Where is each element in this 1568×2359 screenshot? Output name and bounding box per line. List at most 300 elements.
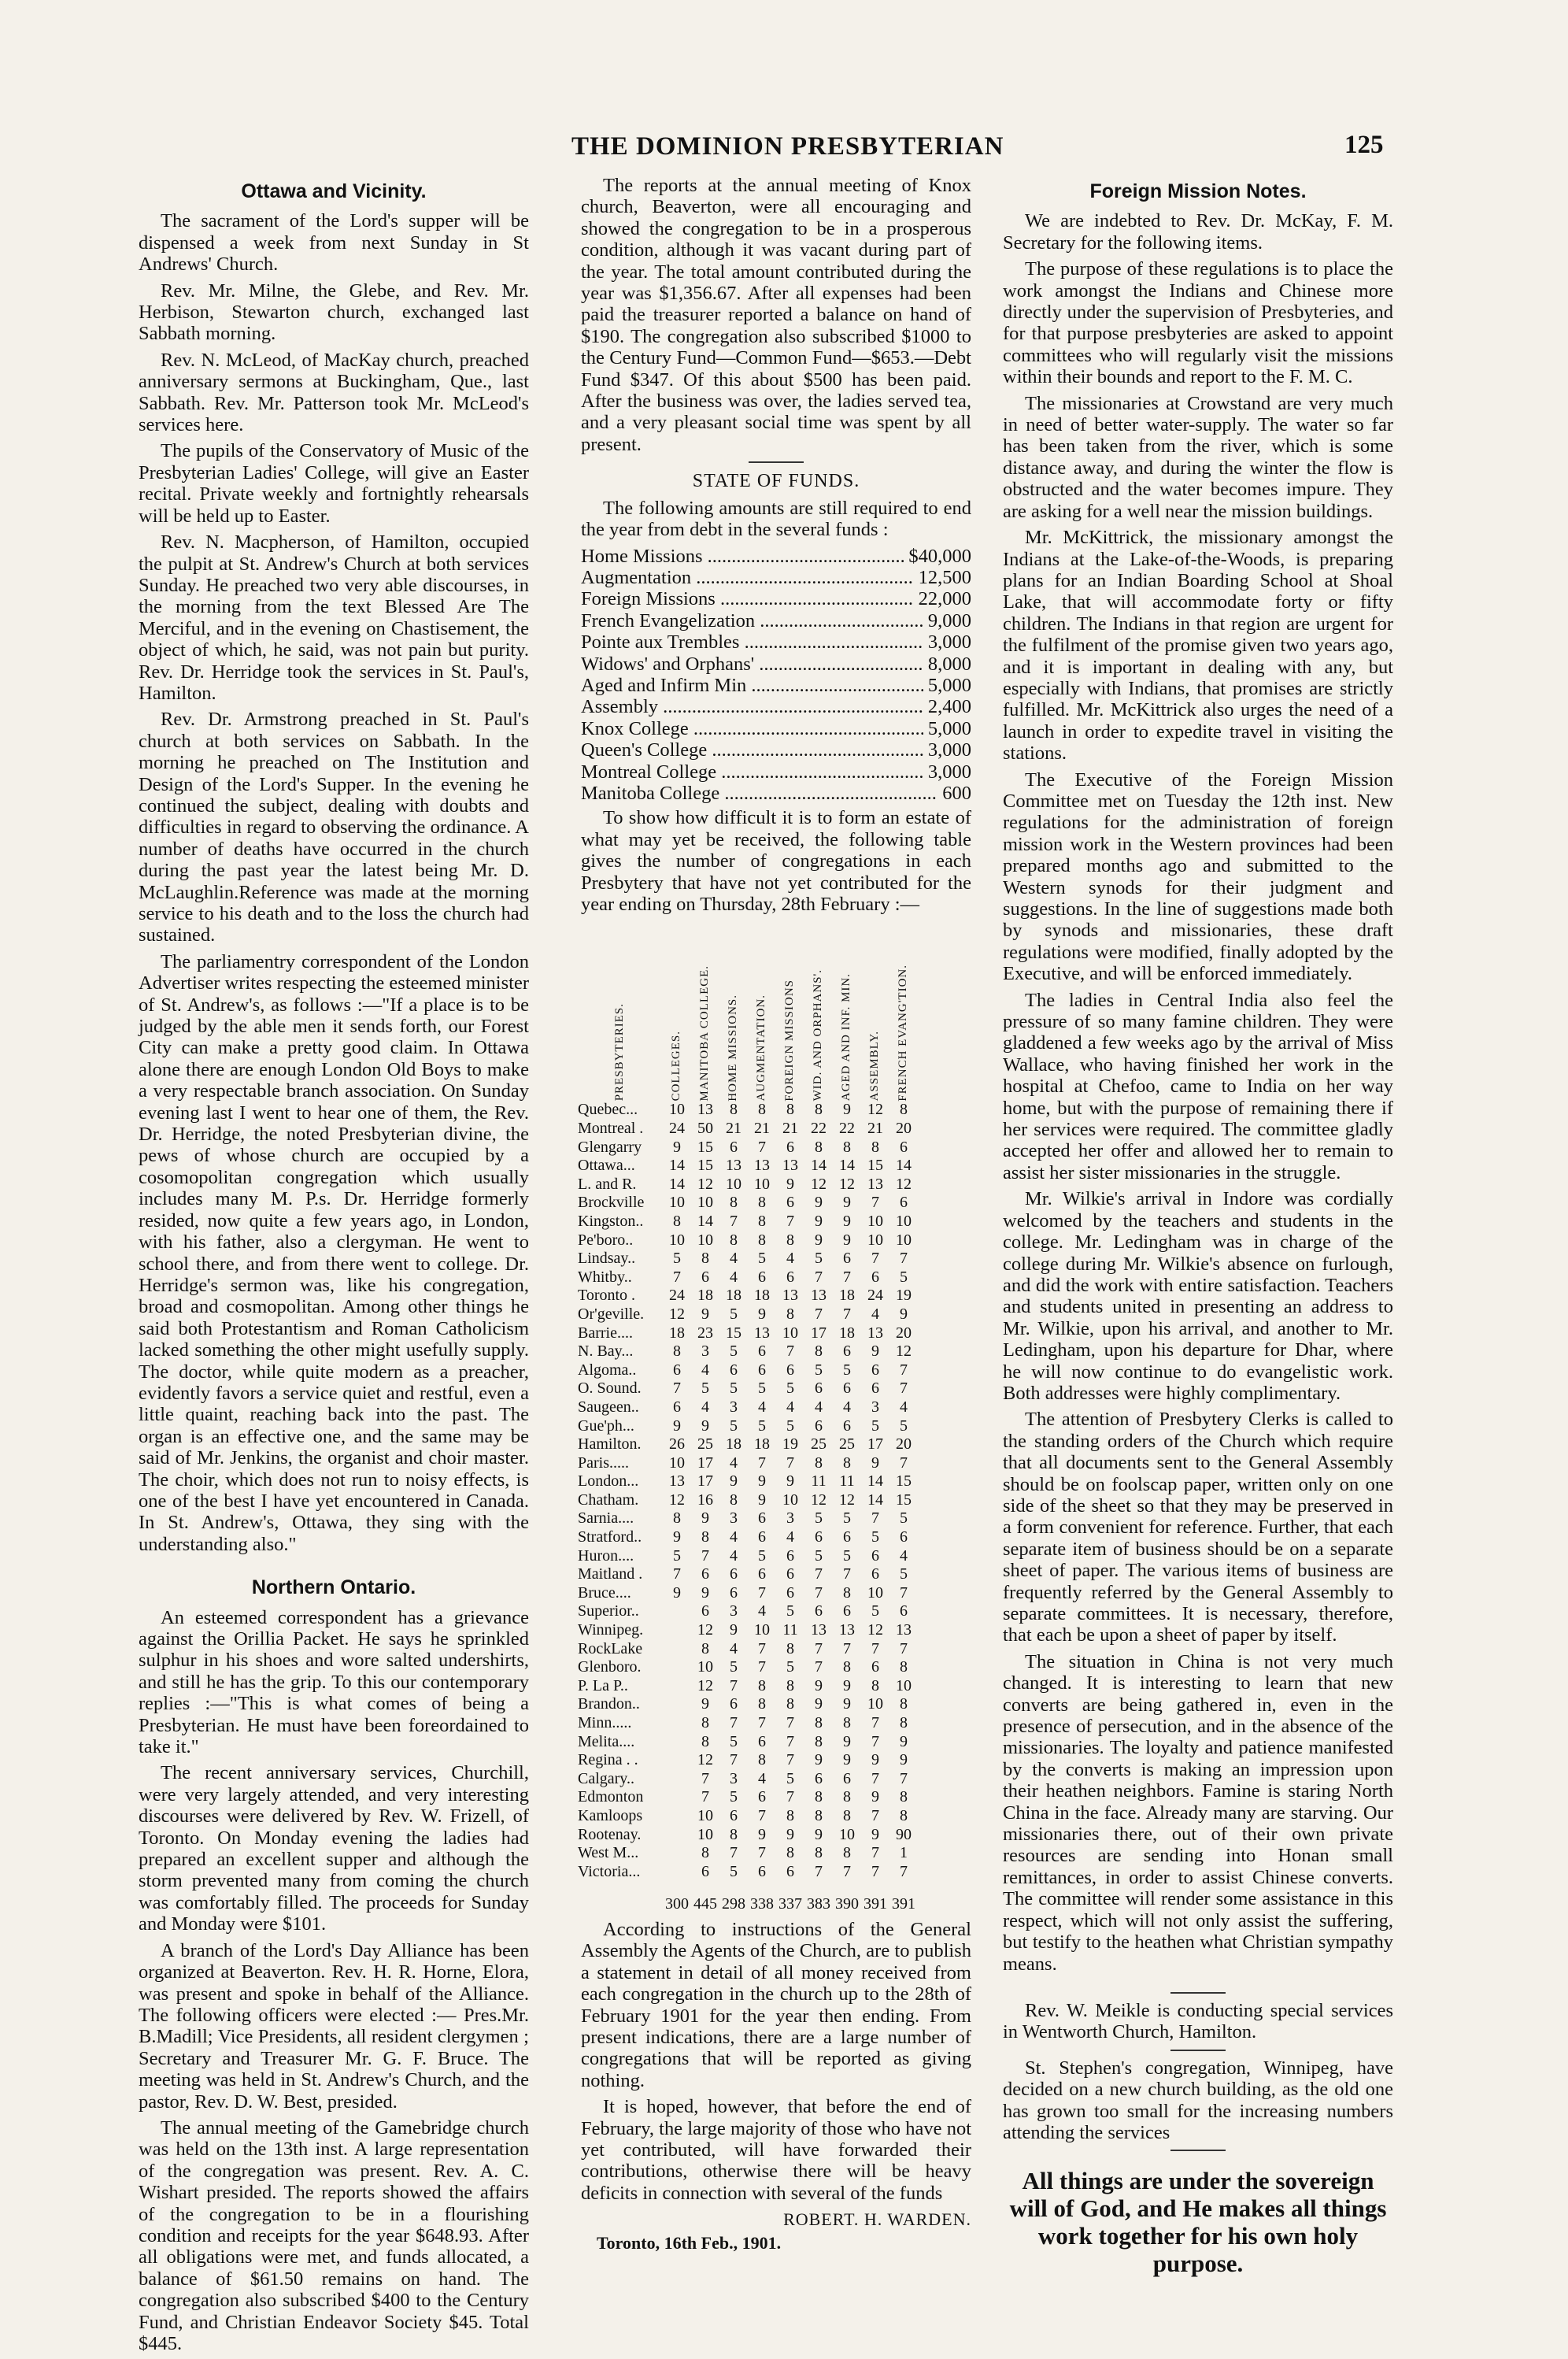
ottawa-paragraph: Rev. Dr. Armstrong preached in St. Paul's church at both services on Sabbath. In the morning he preached on The Institution and Design of the Lord's Supper. In the evening he continued the subject, dealing with doubts and difficulties in regard to observing the ordinance. A number of deaths have occurred in the church during the past year the latest being Mr. D. McLaughlin.Reference was made at the morning service to his death and to the loss the church had sustained. [139, 709, 529, 946]
table-cell: 5 [673, 1546, 681, 1565]
fund-item [581, 567, 971, 588]
table-cell: 9 [758, 1305, 766, 1323]
table-cell: 18 [754, 1435, 770, 1454]
table-cell: 20 [896, 1324, 912, 1342]
table-cell: 15 [726, 1324, 741, 1342]
table-cell: 9 [701, 1695, 709, 1713]
table-cell: 13 [867, 1175, 883, 1193]
table-cell: 12 [811, 1175, 827, 1193]
masthead-title: THE DOMINION PRESBYTERIAN [571, 132, 1004, 161]
table-cell: 8 [673, 1212, 681, 1230]
table-cell: 5 [871, 1417, 879, 1435]
table-cell: 10 [839, 1825, 855, 1843]
table-cell: 6 [758, 1342, 766, 1361]
table-cell: 10 [726, 1175, 741, 1193]
table-cell: 18 [669, 1324, 685, 1342]
fund-name: French Evangelization ..... [581, 610, 923, 631]
table-cell: 13 [811, 1621, 827, 1639]
fund-amount: 3,000 [927, 631, 971, 654]
presbytery-name: L. and R. [578, 1175, 637, 1193]
table-cell: 10 [867, 1212, 883, 1230]
presbytery-name: Hamilton. [578, 1435, 642, 1454]
table-cell: 21 [754, 1120, 770, 1137]
presbytery-name: O. Sound. [578, 1379, 642, 1398]
fund-name: Knox College ..... [581, 718, 923, 739]
table-cell: 20 [896, 1435, 912, 1454]
table-cell: 9 [815, 1676, 823, 1694]
column-header-label: AGED AND INF. MIN. [840, 973, 853, 1102]
table-row [578, 1528, 918, 1547]
table-cell: 7 [786, 1751, 794, 1769]
table-cell: 8 [786, 1305, 794, 1323]
table-cell: 6 [786, 1862, 794, 1880]
column-header-label: FOREIGN MISSIONS [783, 979, 797, 1102]
table-cell: 15 [697, 1157, 713, 1175]
table-cell: 4 [730, 1250, 738, 1268]
table-row [578, 1621, 918, 1640]
table-cell: 8 [758, 1212, 766, 1230]
table-cell: 15 [896, 1472, 912, 1491]
fund-item [581, 696, 971, 717]
northern-paragraph: The annual meeting of the Gamebridge church was held on the 13th inst. A large representation of the congregation was present. Rev. A. C. Wishart presided. The reports showed the affairs of the congregation to be in a flourishing condition and receipts for the year $648.93. After all obligations were met, and funds allocated, a balance of $61.50 remains on hand. The congregation also subscribed $400 to the Century Fund, and Christian Endeavor Society $45. Total $445. [139, 2116, 529, 2354]
table-cell: 10 [697, 1825, 713, 1843]
table-cell: 12 [839, 1175, 855, 1193]
table-cell: 7 [786, 1714, 794, 1731]
table-cell: 14 [867, 1472, 883, 1491]
column-header-label: ASSEMBLY. [868, 1031, 882, 1102]
table-cell: 6 [871, 1565, 879, 1583]
presbytery-name: Calgary.. [578, 1769, 635, 1787]
table-cell: 9 [900, 1751, 908, 1769]
table-cell: 9 [871, 1788, 879, 1806]
ottawa-paragraph: The parliamentry correspondent of the London Advertiser writes respecting the esteemed minister of St. Andrew's, as follows :—"If a place is to be judged by the able men it sends forth, our Forest City can make a pretty good claim. In Ottawa alone there are enough London Old Boys to make a very respectable branch association. On Sunday evening last I went to hear one of them, the Rev. Dr. Herridge, the noted Presbyterian divine, the pews of whose church are occupied by a cosomopolitan congregation which usually includes many M. P.s. Dr. Herridge formerly resided, now quite a few years ago, in London, with his father, also a clergyman. He went to school there, and from there went to college. Dr. Herridge's sermon was, like his congregation, broad and cosmopolitan. Among other things he said both Protestantism and Roman Catholicism lacked something the other might usefully supply. The doctor, while quite modern as a preacher, evidently favors a service quiet and restful, even a little quaint, reaching back into the past. The organ is an effective one, and the same may be said of Mr. Jenkins, the organist and choir master. The choir, which does not run to noisy effects, is one of the best I have yet encountered in Canada. In St. Andrew's, Ottawa, they sing with the understanding also." [139, 950, 529, 1555]
table-header-row [578, 920, 918, 1101]
table-cell: 6 [815, 1769, 823, 1787]
table-cell: 7 [730, 1714, 738, 1731]
table-cell: 19 [782, 1435, 798, 1454]
fund-item [581, 610, 971, 631]
table-cell: 7 [900, 1379, 908, 1398]
mission-paragraph: The attention of Presbytery Clerks is called to the standing orders of the Church which require that all documents sent to the General Assembly should be on foolscap paper, written only on one side of the sheet so that they may be preserved in a form convenient for reference. Further, that each separate item of business should be on a separate sheet of paper. The various items of business are frequently referred by the General Assembly to separate committees. It is necessary, therefore, that each be upon a sheet of paper by itself. [1003, 1409, 1393, 1646]
presbytery-name: Chatham. [578, 1491, 639, 1509]
table-cell: 8 [758, 1194, 766, 1212]
table-column-header [861, 920, 889, 1101]
table-column-header [748, 920, 776, 1101]
table-cell: 7 [871, 1862, 879, 1880]
table-cell: 7 [786, 1454, 794, 1472]
table-cell: 9 [815, 1194, 823, 1212]
table-cell: 14 [867, 1491, 883, 1509]
table-cell: 6 [758, 1528, 766, 1546]
table-row [578, 1863, 918, 1882]
table-cell: 6 [786, 1565, 794, 1583]
table-cell: 1 [900, 1844, 908, 1862]
table-cell: 12 [669, 1491, 685, 1509]
table-cell: 7 [871, 1250, 879, 1268]
table-cell: 8 [730, 1194, 738, 1212]
fund-item [581, 761, 971, 783]
table-cell: 5 [900, 1268, 908, 1286]
table-cell: 6 [786, 1138, 794, 1156]
table-cell: 8 [843, 1714, 851, 1731]
table-cell: 7 [900, 1583, 908, 1602]
ottawa-heading: Ottawa and Vicinity. [241, 180, 427, 202]
table-cell: 8 [843, 1658, 851, 1676]
table-cell: 9 [730, 1472, 738, 1491]
table-row [578, 1139, 918, 1157]
table-cell: 8 [815, 1788, 823, 1806]
table-cell: 22 [811, 1120, 827, 1137]
presbytery-name: Glengarry [578, 1138, 642, 1156]
table-cell: 10 [669, 1101, 685, 1119]
table-cell: 6 [673, 1398, 681, 1416]
table-cell: 12 [697, 1621, 713, 1639]
table-cell: 13 [726, 1157, 741, 1175]
presbytery-name: Ottawa... [578, 1157, 635, 1175]
table-row [578, 1101, 918, 1120]
table-cell: 4 [758, 1769, 766, 1787]
table-cell: 7 [871, 1194, 879, 1212]
table-cell: 18 [726, 1287, 741, 1305]
table-cell: 8 [701, 1714, 709, 1731]
table-cell [663, 1602, 691, 1621]
table-cell: 13 [811, 1287, 827, 1305]
table-cell: 9 [871, 1342, 879, 1361]
table-cell: 9 [701, 1417, 709, 1435]
table-row [578, 1788, 918, 1807]
table-cell: 6 [758, 1862, 766, 1880]
table-cell [663, 1844, 691, 1863]
table-cell: 7 [815, 1862, 823, 1880]
table-cell: 7 [815, 1583, 823, 1602]
table-cell [663, 1733, 691, 1752]
table-cell: 4 [900, 1546, 908, 1565]
table-cell: 10 [754, 1621, 770, 1639]
table-cell: 5 [786, 1417, 794, 1435]
ottawa-paragraph: Rev. Mr. Milne, the Glebe, and Rev. Mr. Herbison, Stewarton church, exchanged last Sabbath morning. [139, 280, 529, 345]
column-header-label: MANITOBA COLLEGE. [698, 965, 712, 1102]
ottawa-paragraph: The pupils of the Conservatory of Music of the Presbyterian Ladies' College, will give an Easter recital. Private weekly and fortnightly rehearsals will be held up to Easter. [139, 440, 529, 527]
table-cell: 9 [673, 1528, 681, 1546]
presbytery-name: Whitby.. [578, 1268, 632, 1286]
table-row [578, 1472, 918, 1491]
table-cell: 7 [843, 1305, 851, 1323]
presbytery-name: Melita.... [578, 1732, 635, 1750]
presbytery-name: Montreal . [578, 1120, 644, 1137]
table-cell: 8 [758, 1676, 766, 1694]
table-cell: 18 [839, 1287, 855, 1305]
table-cell: 7 [786, 1212, 794, 1230]
column-header-label: FRENCH EVANG'TION. [897, 964, 910, 1102]
table-cell: 6 [900, 1194, 908, 1212]
table-cell: 13 [867, 1324, 883, 1342]
table-cell: 7 [815, 1305, 823, 1323]
fund-name: Montreal College ..... [581, 761, 923, 783]
column-2 [578, 175, 971, 2253]
table-row [578, 1658, 918, 1677]
table-row [578, 1695, 918, 1714]
table-cell: 13 [782, 1287, 798, 1305]
table-cell: 12 [697, 1175, 713, 1193]
table-cell: 9 [871, 1751, 879, 1769]
table-cell: 17 [867, 1435, 883, 1454]
table-cell: 7 [900, 1361, 908, 1379]
table-cell: 7 [673, 1268, 681, 1286]
presbytery-name: Kingston.. [578, 1212, 644, 1230]
presbytery-name: Stratford.. [578, 1528, 642, 1546]
table-cell: 8 [843, 1788, 851, 1806]
presbytery-name: West M... [578, 1844, 639, 1862]
table-cell: 9 [758, 1472, 766, 1491]
table-cell: 7 [730, 1844, 738, 1862]
table-cell: 24 [669, 1287, 685, 1305]
column-header-label: WID. AND ORPHANS'. [812, 969, 825, 1102]
table-cell: 7 [730, 1751, 738, 1769]
table-cell: 8 [843, 1844, 851, 1862]
table-cell: 7 [673, 1565, 681, 1583]
table-cell: 14 [669, 1175, 685, 1193]
fund-amount: 3,000 [927, 739, 971, 761]
table-cell: 7 [900, 1639, 908, 1657]
table-cell: 8 [900, 1101, 908, 1119]
table-cell: 9 [786, 1472, 794, 1491]
table-cell: 18 [697, 1287, 713, 1305]
fund-item [581, 588, 971, 609]
table-cell: 8 [900, 1695, 908, 1713]
table-cell: 6 [843, 1250, 851, 1268]
presbytery-name: Huron.... [578, 1546, 634, 1565]
table-cell: 14 [839, 1157, 855, 1175]
table-cell: 10 [896, 1231, 912, 1249]
presbytery-name: P. La P.. [578, 1676, 628, 1694]
northern-heading: Northern Ontario. [251, 1576, 416, 1599]
table-cell: 5 [730, 1732, 738, 1750]
table-cell: 6 [701, 1565, 709, 1583]
total-cell: 391 [892, 1895, 915, 1913]
table-cell: 10 [669, 1194, 685, 1212]
table-cell: 5 [871, 1528, 879, 1546]
table-cell: 8 [900, 1806, 908, 1824]
table-cell: 9 [815, 1231, 823, 1249]
table-cell: 10 [697, 1231, 713, 1249]
table-cell: 6 [730, 1361, 738, 1379]
table-cell: 7 [758, 1454, 766, 1472]
table-row [578, 1435, 918, 1454]
presbytery-name: Toronto . [578, 1287, 636, 1305]
presbytery-name: Superior.. [578, 1602, 639, 1620]
table-cell: 8 [786, 1695, 794, 1713]
table-cell: 6 [900, 1602, 908, 1620]
table-cell: 17 [697, 1454, 713, 1472]
table-cell: 7 [843, 1862, 851, 1880]
table-cell: 6 [843, 1417, 851, 1435]
fund-amount: 5,000 [927, 674, 971, 696]
table-cell: 6 [673, 1361, 681, 1379]
presbytery-name: Kamloops [578, 1806, 643, 1824]
table-cell: 8 [900, 1658, 908, 1676]
table-row [578, 1305, 918, 1324]
table-cell: 7 [871, 1639, 879, 1657]
table-cell: 8 [701, 1528, 709, 1546]
table-cell: 5 [843, 1509, 851, 1528]
table-cell: 10 [867, 1695, 883, 1713]
table-cell: 13 [697, 1101, 713, 1119]
presbytery-name: Lindsay.. [578, 1250, 636, 1268]
table-cell: 8 [786, 1806, 794, 1824]
table-cell: 8 [673, 1509, 681, 1528]
table-cell: 6 [843, 1379, 851, 1398]
table-cell: 6 [730, 1138, 738, 1156]
table-cell: 24 [669, 1120, 685, 1137]
table-cell: 7 [900, 1862, 908, 1880]
table-cell: 9 [786, 1825, 794, 1843]
table-column-header [578, 920, 663, 1101]
table-cell: 7 [900, 1769, 908, 1787]
table-row [578, 1157, 918, 1176]
total-cell: 338 [750, 1895, 774, 1913]
table-cell: 15 [697, 1138, 713, 1156]
table-cell: 7 [786, 1788, 794, 1806]
table-cell: 7 [900, 1250, 908, 1268]
table-row [578, 1361, 918, 1380]
mission-paragraph: The purpose of these regulations is to place the work amongst the Indians and Chinese more directly under the supervision of Presbyteries, and for that purpose presbyteries are asked to appoint committees who will regularly visit the missions within their bounds and report to the F. M. C. [1003, 258, 1393, 388]
table-cell: 6 [815, 1379, 823, 1398]
table-cell: 6 [786, 1268, 794, 1286]
table-cell: 5 [730, 1417, 738, 1435]
table-cell: 8 [758, 1101, 766, 1119]
fund-amount: 5,000 [927, 717, 971, 739]
column-header-label: COLLEGES. [670, 1030, 683, 1102]
table-cell: 50 [697, 1120, 713, 1137]
table-cell: 9 [815, 1825, 823, 1843]
table-cell: 10 [697, 1194, 713, 1212]
table-cell: 8 [843, 1138, 851, 1156]
table-cell: 6 [730, 1565, 738, 1583]
table-cell [663, 1658, 691, 1677]
table-cell: 6 [843, 1528, 851, 1546]
table-cell: 9 [843, 1751, 851, 1769]
table-cell: 5 [786, 1602, 794, 1620]
table-cell: 25 [839, 1435, 855, 1454]
presbytery-name: Saugeen.. [578, 1398, 639, 1416]
mission-paragraph: The ladies in Central India also feel the pressure of so many famine children. They were gladdened a few weeks ago by the arrival of Miss Wallace, who having finished her work in the hospital at Chefoo, came to India on her way home, but with the purpose of remaining there if her services were required. The committee gladly accepted her offer and allowed her to remain to assist her sister missionaries in the struggle. [1003, 989, 1393, 1183]
mission-paragraph: Mr. Wilkie's arrival in Indore was cordially welcomed by the teachers and students in the college. Mr. Ledingham was in charge of the college during Mr. Wilkie's absence on furlough, and did the work with entire satisfaction. Teachers and students united in presenting an address to Mr. Wilkie, upon his arrival, and another to Mr. Ledingham, upon his departure for Dhar, where he will now continue to do evangelistic work. Both addresses were highly complimentary. [1003, 1188, 1393, 1404]
table-row [578, 1640, 918, 1659]
table-cell: 7 [758, 1714, 766, 1731]
table-cell [663, 1826, 691, 1845]
table-cell: 8 [843, 1583, 851, 1602]
presbytery-name: Gue'ph... [578, 1417, 634, 1435]
table-cell: 25 [811, 1435, 827, 1454]
fund-amount: 2,400 [927, 696, 971, 718]
table-cell: 15 [867, 1157, 883, 1175]
presbytery-name: Rootenay. [578, 1825, 642, 1843]
table-cell: 12 [697, 1676, 713, 1694]
table-row [578, 1677, 918, 1696]
table-cell: 18 [839, 1324, 855, 1342]
fund-name: Foreign Missions ..... [581, 588, 914, 609]
table-cell: 8 [900, 1788, 908, 1806]
mission-paragraph: The situation in China is not very much changed. It is interesting to learn that new converts are being gathered in, even in the presence of persecution, and in the absence of the missionaries. The loyalty and patience manifested by the converts is making an impression upon their heathen neighbors. Famine is staring North China in the face. Already many are starving. Our missionaries there, out of their own private resources are sending into Honan small remittances, in order to assist Chinese converts. The committee will render some assistance in this respect, which will not only assist the suffering, but testify to the heathen what Christian sympathy means. [1003, 1650, 1393, 1975]
table-cell: 9 [786, 1175, 794, 1193]
table-cell: 5 [786, 1769, 794, 1787]
table-cell: 14 [669, 1157, 685, 1175]
table-cell: 6 [786, 1194, 794, 1212]
table-cell: 3 [871, 1398, 879, 1416]
table-cell: 4 [730, 1639, 738, 1657]
mission-paragraph: The missionaries at Crowstand are very much in need of better water-supply. The water so far has been taken from the river, which is some distance away, and during the winter the flow is obstructed and the water becomes impure. They are asking for a well near the mission buildings. [1003, 392, 1393, 522]
presbytery-name: Maitland . [578, 1565, 643, 1583]
table-row [578, 1120, 918, 1139]
table-cell: 7 [871, 1714, 879, 1731]
table-cell: 7 [701, 1769, 709, 1787]
table-cell: 4 [900, 1398, 908, 1416]
table-row [578, 1565, 918, 1584]
fund-name: Aged and Infirm Min ..... [581, 675, 923, 696]
table-cell: 8 [758, 1231, 766, 1249]
table-cell: 4 [730, 1268, 738, 1286]
table-cell: 5 [730, 1788, 738, 1806]
total-cell: 298 [722, 1895, 745, 1913]
table-cell: 4 [786, 1398, 794, 1416]
ottawa-paragraph: The sacrament of the Lord's supper will be dispensed a week from next Sunday in St Andrews' Church. [139, 210, 529, 276]
table-row [578, 1807, 918, 1826]
table-cell: 4 [786, 1528, 794, 1546]
table-cell: 7 [758, 1844, 766, 1862]
table-cell: 5 [730, 1658, 738, 1676]
table-cell [663, 1788, 691, 1807]
table-cell: 10 [669, 1454, 685, 1472]
fund-name: Pointe aux Trembles ..... [581, 631, 923, 653]
table-cell: 8 [871, 1676, 879, 1694]
table-cell: 5 [815, 1361, 823, 1379]
column-1 [139, 175, 529, 2359]
table-cell: 11 [811, 1472, 827, 1491]
table-cell: 6 [758, 1361, 766, 1379]
total-cell: 445 [693, 1895, 717, 1913]
fund-amount: 8,000 [927, 653, 971, 675]
table-cell: 4 [843, 1398, 851, 1416]
table-cell: 6 [701, 1602, 709, 1620]
table-cell: 11 [782, 1621, 798, 1639]
table-row [578, 1398, 918, 1417]
table-cell: 6 [786, 1583, 794, 1602]
table-cell: 6 [815, 1602, 823, 1620]
presbytery-name: London... [578, 1472, 639, 1491]
table-cell: 4 [730, 1528, 738, 1546]
table-cell: 6 [871, 1268, 879, 1286]
table-cell: 4 [758, 1398, 766, 1416]
table-cell: 7 [730, 1676, 738, 1694]
table-cell: 5 [758, 1546, 766, 1565]
fund-item [581, 783, 971, 804]
table-cell: 6 [815, 1528, 823, 1546]
table-cell: 12 [839, 1491, 855, 1509]
ottawa-paragraph: Rev. N. Macpherson, of Hamilton, occupied the pulpit at St. Andrew's Church at both services Sunday. He preached two very able discourses, in the morning from the text Blessed Are The Merciful, and in the evening on Chastisement, the object of which, he said, was not pain but purity. Rev. Dr. Herridge took the services in St. Paul's, Hamilton. [139, 531, 529, 704]
table-cell: 5 [786, 1658, 794, 1676]
table-cell: 9 [701, 1305, 709, 1323]
funds-intro: The following amounts are still required to end the year from debt in the several funds : [581, 497, 971, 541]
table-cell: 7 [758, 1806, 766, 1824]
table-cell: 5 [900, 1509, 908, 1528]
table-cell: 5 [730, 1862, 738, 1880]
mission-paragraph: Mr. McKittrick, the missionary amongst the Indians at the Lake-of-the-Woods, is preparing plans for an Indian Boarding School at Shoal Lake, that will accommodate forty or fifty children. The Indians in that region are urgent for the fulfilment of the promise given two years ago, and it is important in dealing with any, but especially with Indians, that promises are strictly fulfilled. Mr. McKittrick also urges the need of a launch in order to expedite travel in visiting the stations. [1003, 527, 1393, 765]
table-cell: 8 [730, 1825, 738, 1843]
table-cell: 3 [786, 1509, 794, 1528]
fund-name: Augmentation ..... [581, 567, 914, 588]
table-cell: 17 [811, 1324, 827, 1342]
table-cell: 3 [701, 1342, 709, 1361]
